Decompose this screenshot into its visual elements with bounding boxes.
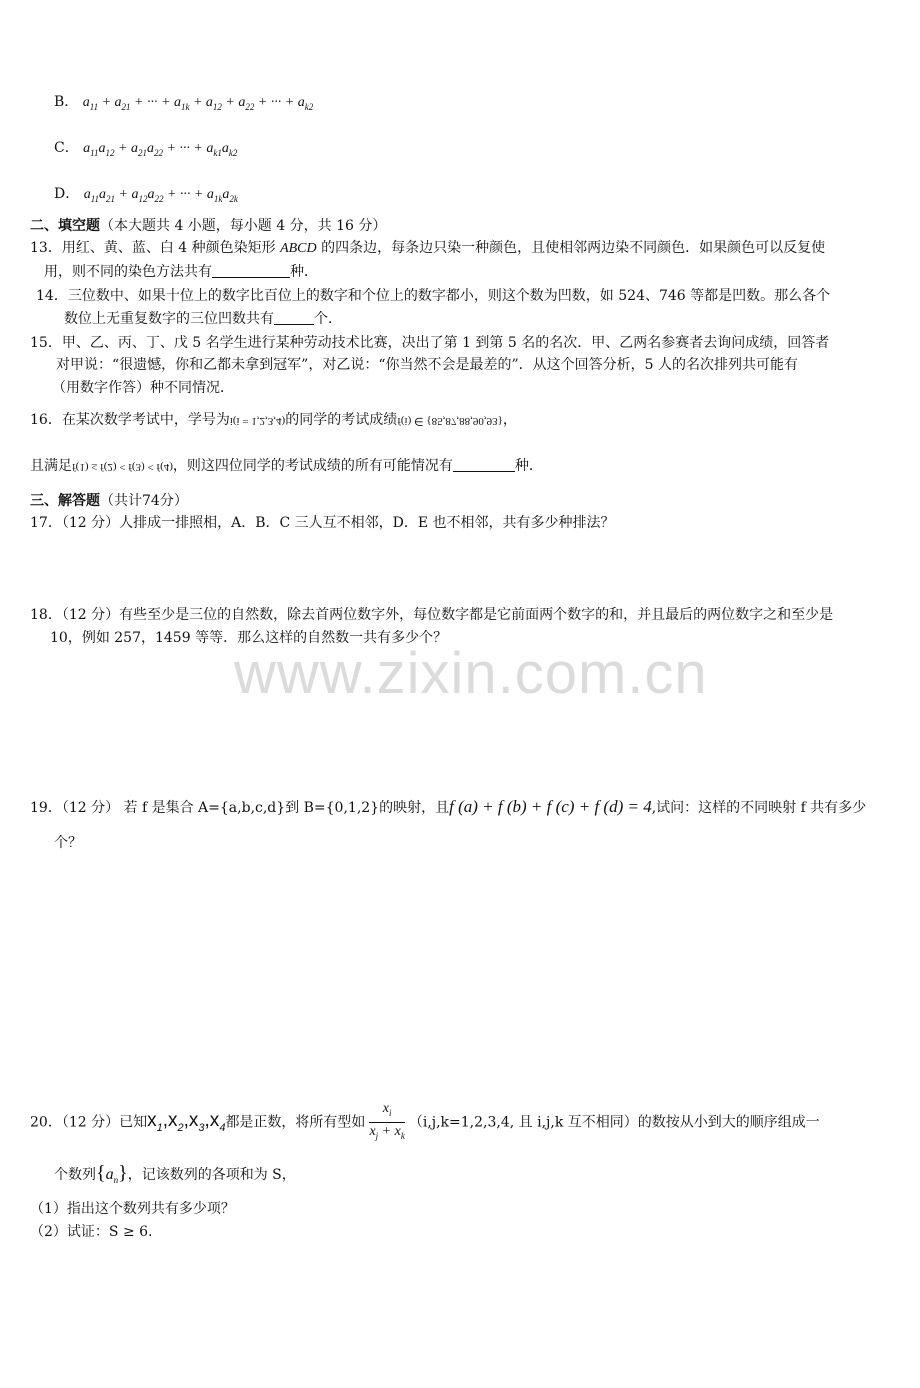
q19-line-2 — [54, 833, 82, 853]
q20-part-1 — [30, 1199, 235, 1219]
q16-text: 16．在某次数学考试中，学号为 — [30, 412, 230, 428]
q19-text: 个？ — [54, 835, 82, 851]
q14-line-2 — [64, 309, 342, 329]
q13-text: 的四条边，每条边只染一种颜色，且使相邻两边染不同颜色．如果颜色可以反复使 — [321, 240, 826, 256]
section-note: （共计74分） — [100, 493, 188, 509]
q20-text: 都是正数，将所有型如 — [225, 1114, 366, 1131]
q12-option-c — [54, 138, 237, 163]
q19-text: 19．（12 分） 若 f 是集合 A={a,b,c,d}到 B={0,1,2}的映射，且 — [30, 800, 450, 816]
q15-text: 对甲说：“很遗憾，你和乙都未拿到冠军”，对乙说：“你当然不会是最差的”．从这个回答分析，5 人的名次排列共可能有 — [56, 357, 798, 373]
q17-text: 17．（12 分）人排成一排照相，A．B．C 三人互不相邻，D．E 也不相邻，共有多少种排法？ — [30, 515, 615, 531]
q20-text: （i,j,k=1,2,3,4, 且 i,j,k 互不相同）的数按从小到大的顺序组成一 — [408, 1114, 820, 1131]
q20-part-2 — [30, 1222, 153, 1242]
q20-text: 20．（12 分）已知 — [30, 1114, 148, 1131]
section-title: 二、填空题 — [30, 218, 100, 234]
q14-text: 个． — [314, 311, 342, 327]
q13-line-1 — [30, 238, 825, 259]
q12-option-b — [54, 92, 313, 117]
flipped-formula: f(1) ≤ f(2) < f(3) < f(4) — [72, 461, 173, 473]
q16-line-2 — [30, 456, 543, 477]
q16-text: ，则这四位同学的考试成绩的所有可能情况有 — [172, 458, 453, 474]
q18-text: 18．（12 分）有些至少是三位的自然数，除去首两位数字外，每位数字都是它前面两个数字的和，并且最后的两位数字之和至少是 — [30, 607, 834, 623]
fraction-xi-over-xj-plus-xk: $\frac{x_i}{x_j + x_k}$ — [369, 1101, 405, 1141]
q19-line-1 — [30, 797, 866, 818]
q13-text: 用，则不同的染色方法共有 — [44, 264, 212, 280]
q20-text: （2）试证：S ≥ 6. — [30, 1224, 153, 1240]
q16-text: 种． — [514, 458, 543, 474]
q14-line-1 — [36, 286, 830, 306]
option-d-formula: $a_{11}a_{21} + a_{12}a_{22}$ + ··· + $a_{1k}a_{2k}$ — [83, 187, 238, 204]
q15-line-1 — [30, 333, 829, 353]
option-c-formula: $a_{11}a_{12} + a_{21}a_{22}$ + ··· + $a_{k1}a_{k2}$ — [83, 141, 238, 158]
q16-line-1 — [30, 410, 517, 431]
option-label: B． — [54, 94, 79, 110]
q20-line-1 — [30, 1100, 820, 1148]
q20-text: 个数列 — [54, 1167, 96, 1183]
q20-text: （1）指出这个数列共有多少项？ — [30, 1201, 235, 1217]
section-note: （本大题共 4 小题，每小题 4 分，共 16 分） — [100, 218, 387, 234]
q20-line-2 — [54, 1163, 296, 1190]
flipped-formula: i(i = 1,2,3,4) — [229, 415, 286, 427]
q13-line-2 — [44, 262, 318, 282]
q15-text: 15．甲、乙、丙、丁、戊 5 名学生进行某种劳动技术比赛，决出了第 1 到第 5 名的名次．甲、乙两名参赛者去询问成绩，回答者 — [30, 335, 830, 351]
q15-text: （用数字作答）种不同情况． — [52, 380, 234, 396]
q17 — [30, 513, 615, 533]
rect-abcd: ABCD — [280, 241, 317, 256]
q13-text: 种． — [290, 264, 318, 280]
answer-blank[interactable] — [453, 457, 515, 472]
q14-text: 数位上无重复数字的三位凹数共有 — [64, 311, 274, 327]
q12-option-d — [54, 184, 238, 209]
q19-equation: f (a) + f (b) + f (c) + f (d) = 4 — [449, 797, 652, 816]
q16-text: 且满足 — [30, 458, 72, 474]
option-label: D． — [54, 186, 80, 202]
option-b-formula: $a_{11} + a_{21}$ + ··· + $a_{1k} + a_{12} + a_{22}$ + ··· + $a_{k2}$ — [82, 95, 314, 112]
answer-blank[interactable] — [212, 263, 290, 278]
q13-text: 13．用红、黄、蓝、白 4 种颜色染矩形 — [30, 240, 276, 256]
q18-line-1 — [30, 605, 833, 625]
q16-text: ， — [502, 412, 517, 428]
section-title: 三、解答题 — [30, 493, 100, 509]
answer-blank[interactable] — [274, 310, 314, 325]
q16-text: 的同学的考试成绩 — [285, 412, 398, 428]
q18-text: 10，例如 257，1459 等等．那么这样的自然数一共有多少个？ — [50, 630, 448, 646]
q15-line-3 — [52, 378, 234, 398]
sequence-an: $\{a_n\}$ — [96, 1162, 128, 1186]
watermark: www.zixin.com.cn — [234, 641, 708, 706]
section-2-heading — [30, 216, 386, 236]
flipped-formula: f(i) ∈ {85,87,88,90,93} — [397, 415, 503, 427]
q14-text: 14．三位数中、如果十位上的数字比百位上的数字和个位上的数字都小，则这个数为凹数，如 524、746 等都是凹数。那么各个 — [36, 288, 831, 304]
section-3-heading — [30, 491, 188, 511]
variables-x1-x4: $x_1,x_2,x_3,x_4$ — [147, 1110, 226, 1135]
q19-text: ,试问：这样的不同映射 f 共有多少 — [651, 800, 867, 816]
q20-text: ，记该数列的各项和为 S， — [127, 1167, 296, 1183]
option-label: C． — [54, 140, 79, 156]
q15-line-2 — [56, 355, 798, 375]
